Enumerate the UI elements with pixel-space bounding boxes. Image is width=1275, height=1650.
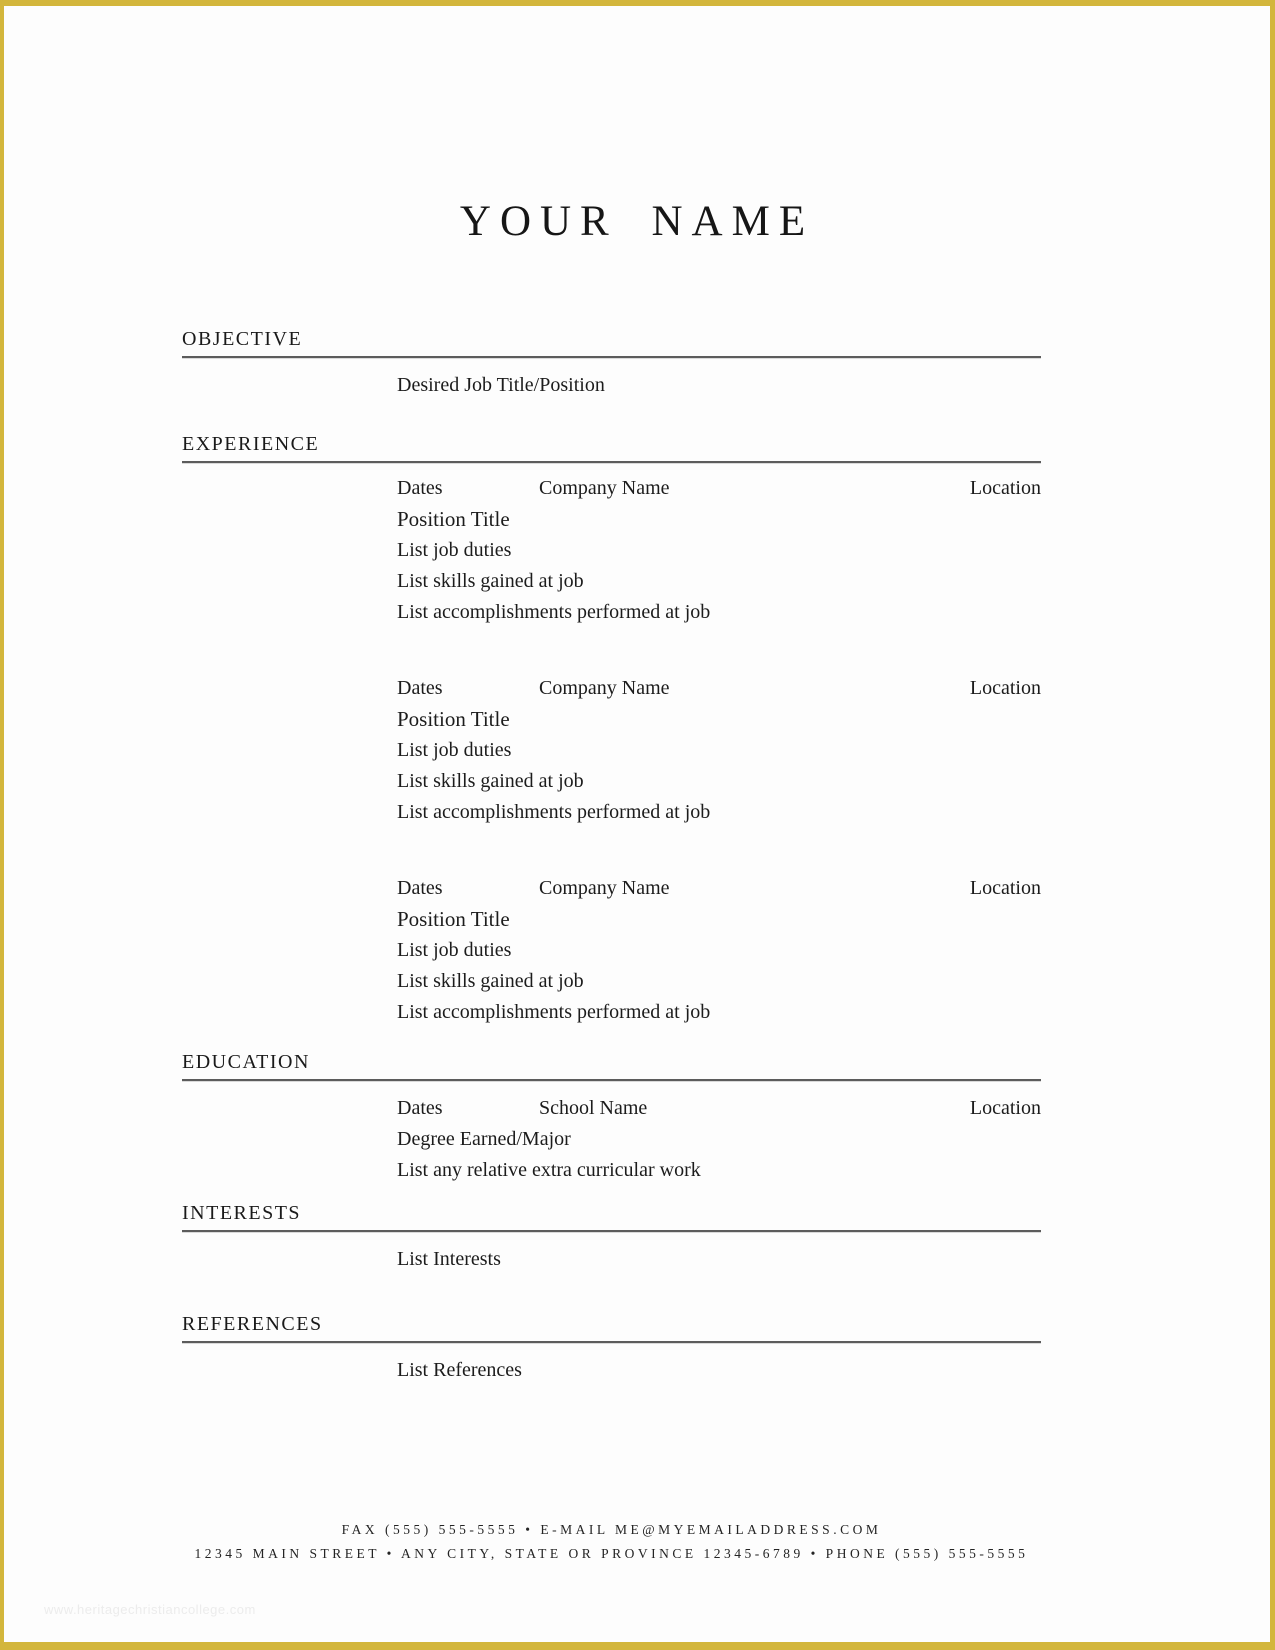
section-interests bbox=[182, 1202, 1041, 1275]
section-experience bbox=[182, 433, 1041, 1028]
education-heading: EDUCATION bbox=[182, 1051, 1041, 1081]
references-heading: REFERENCES bbox=[182, 1313, 1041, 1343]
education-entry bbox=[182, 1093, 1041, 1186]
section-education bbox=[182, 1051, 1041, 1186]
footer-fax-email: FAX (555) 555-5555 • E-MAIL ME@MYEMAILADDRESS.COM bbox=[341, 1522, 882, 1537]
job-company: Company Name bbox=[539, 677, 670, 699]
section-objective bbox=[182, 328, 1041, 401]
job-position: Position Title bbox=[397, 507, 510, 531]
interests-heading: INTERESTS bbox=[182, 1202, 1041, 1232]
objective-text: Desired Job Title/Position bbox=[397, 374, 605, 396]
job-position: Position Title bbox=[397, 707, 510, 731]
experience-heading: EXPERIENCE bbox=[182, 433, 1041, 463]
job-duties: List job duties bbox=[397, 739, 512, 761]
job-header-row bbox=[397, 873, 1041, 904]
education-location: Location bbox=[969, 1097, 1041, 1119]
job-dates: Dates bbox=[397, 877, 443, 899]
job-duties: List job duties bbox=[397, 539, 512, 561]
section-references bbox=[182, 1313, 1041, 1386]
job-dates: Dates bbox=[397, 677, 443, 699]
resume-content bbox=[182, 328, 1041, 1386]
job-company: Company Name bbox=[539, 877, 670, 899]
references-text: List References bbox=[397, 1359, 522, 1381]
job-accomplishments: List accomplishments performed at job bbox=[397, 801, 711, 823]
education-school: School Name bbox=[539, 1097, 648, 1119]
interests-text: List Interests bbox=[397, 1248, 501, 1270]
page-title: YOUR NAME bbox=[459, 198, 815, 245]
job-location: Location bbox=[969, 877, 1041, 899]
job-company: Company Name bbox=[539, 477, 670, 499]
job-header-row bbox=[397, 473, 1041, 504]
job-location: Location bbox=[969, 477, 1041, 499]
job-accomplishments: List accomplishments performed at job bbox=[397, 601, 711, 623]
education-dates: Dates bbox=[397, 1097, 443, 1119]
job-header-row bbox=[397, 673, 1041, 704]
job-skills: List skills gained at job bbox=[397, 770, 584, 792]
education-header-row bbox=[397, 1093, 1041, 1124]
job-entry-3 bbox=[182, 873, 1041, 1028]
job-entry-2 bbox=[182, 673, 1041, 828]
job-location: Location bbox=[969, 677, 1041, 699]
job-duties: List job duties bbox=[397, 939, 512, 961]
watermark-text: www.heritagechristiancollege.com bbox=[44, 1602, 256, 1617]
job-entry-1 bbox=[182, 473, 1041, 628]
job-accomplishments: List accomplishments performed at job bbox=[397, 1001, 711, 1023]
objective-heading: OBJECTIVE bbox=[182, 328, 1041, 358]
job-dates: Dates bbox=[397, 477, 443, 499]
job-position: Position Title bbox=[397, 907, 510, 931]
contact-footer bbox=[182, 1518, 1041, 1566]
education-extra: List any relative extra curricular work bbox=[397, 1159, 701, 1181]
footer-address-phone: 12345 MAIN STREET • ANY CITY, STATE OR PROVINCE 12345-6789 • PHONE (555) 555-5555 bbox=[194, 1546, 1029, 1561]
job-skills: List skills gained at job bbox=[397, 570, 584, 592]
education-degree: Degree Earned/Major bbox=[397, 1128, 571, 1150]
job-skills: List skills gained at job bbox=[397, 970, 584, 992]
